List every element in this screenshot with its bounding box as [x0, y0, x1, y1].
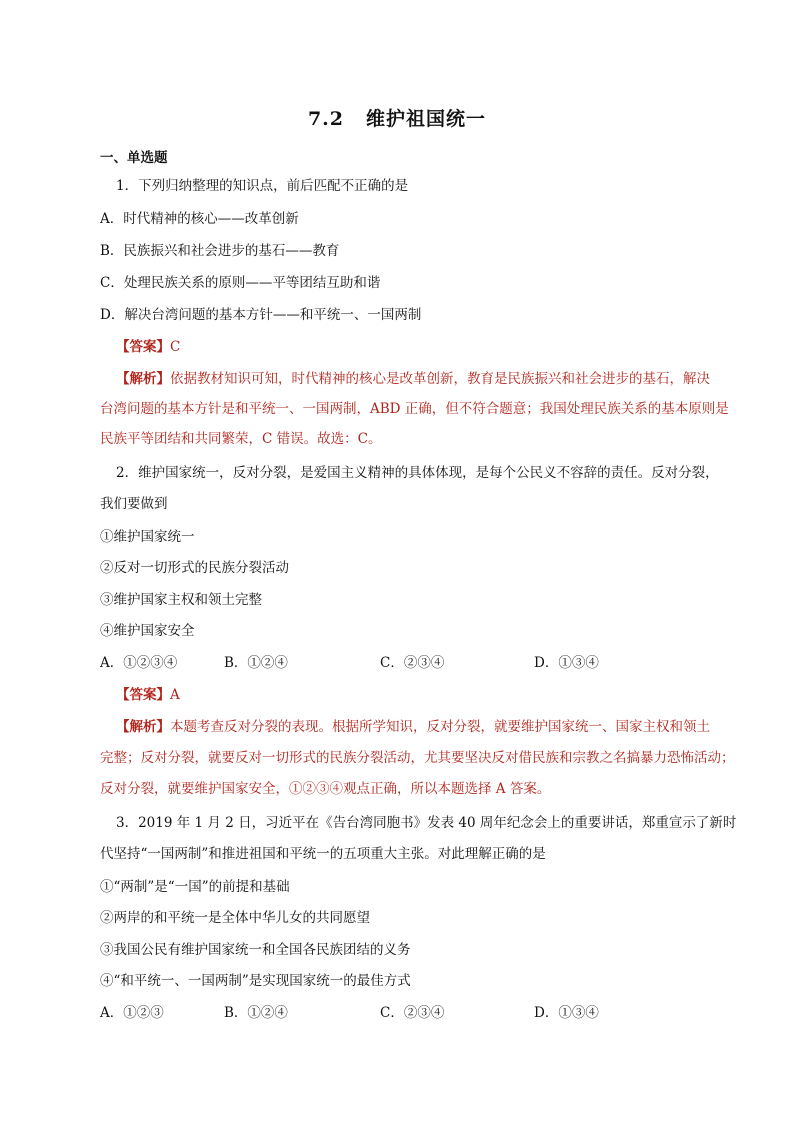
q2-choice-b: B．①②④ [224, 655, 288, 671]
q3-choice-a: A．①②③ [100, 1005, 164, 1021]
page-title [0, 104, 794, 131]
q2-item-4: ④维护国家安全 [100, 623, 195, 639]
q3-item-2: ②两岸的和平统一是全体中华儿女的共同愿望 [100, 910, 370, 926]
q1-option-c: C．处理民族关系的原则——平等团结互助和谐 [100, 275, 381, 291]
q2-choice-a: A．①②③④ [100, 655, 178, 671]
q1-analysis-line-3: 民族平等团结和共同繁荣，C 错误。故选：C。 [100, 431, 382, 447]
q1-stem: 1．下列归纳整理的知识点，前后匹配不正确的是 [116, 178, 409, 194]
q2-item-3: ③维护国家主权和领土完整 [100, 592, 262, 608]
q2-analysis-line-3: 反对分裂，就要维护国家安全，①②③④观点正确，所以本题选择 A 答案。 [100, 781, 551, 797]
answer-value: A [170, 687, 180, 703]
q2-item-1: ①维护国家统一 [100, 529, 195, 545]
analysis-text: 依据教材知识可知，时代精神的核心是改革创新，教育是民族振兴和社会进步的基石，解决 [170, 371, 710, 387]
q2-item-2: ②反对一切形式的民族分裂活动 [100, 560, 289, 576]
q1-option-d: D．解决台湾问题的基本方针——和平统一、一国两制 [100, 307, 422, 323]
q1-option-b: B．民族振兴和社会进步的基石——教育 [100, 243, 340, 259]
q3-choice-d: D．①③④ [534, 1005, 599, 1021]
q2-stem-line-1: 2．维护国家统一，反对分裂，是爱国主义精神的具体体现，是每个公民义不容辞的责任。反对分裂， [116, 465, 719, 481]
q1-analysis-line-2: 台湾问题的基本方针是和平统一、一国两制，ABD 正确，但不符合题意；我国处理民族关系的基本原则是 [100, 401, 729, 417]
title-number: 7.2 [307, 108, 345, 130]
section-heading: 一、单选题 [100, 150, 168, 166]
q2-stem-line-2: 我们要做到 [100, 496, 168, 512]
q2-analysis-line-1 [116, 718, 710, 736]
q2-choice-d: D．①③④ [534, 655, 599, 671]
analysis-label: 【解析】 [116, 719, 170, 735]
answer-label: 【答案】 [116, 687, 170, 703]
q2-choice-c: C．②③④ [380, 655, 445, 671]
analysis-label: 【解析】 [116, 371, 170, 387]
q3-choice-c: C．②③④ [380, 1005, 445, 1021]
q3-item-4: ④“和平统一、一国两制”是实现国家统一的最佳方式 [100, 973, 411, 989]
q1-analysis-line-1 [116, 370, 710, 388]
q1-answer [116, 338, 180, 356]
answer-label: 【答案】 [116, 339, 170, 355]
title-text: 维护祖国统一 [366, 108, 487, 130]
analysis-text: 本题考查反对分裂的表现。根据所学知识，反对分裂，就要维护国家统一、国家主权和领土 [170, 719, 710, 735]
q2-answer [116, 686, 180, 704]
q1-option-a: A．时代精神的核心——改革创新 [100, 211, 299, 227]
q3-stem-line-1: 3．2019 年 1 月 2 日，习近平在《告台湾同胞书》发表 40 周年纪念会上的重要讲话，郑重宣示了新时 [116, 815, 737, 831]
q3-choice-b: B．①②④ [224, 1005, 288, 1021]
answer-value: C [170, 339, 181, 355]
q2-analysis-line-2: 完整；反对分裂，就要反对一切形式的民族分裂活动，尤其要坚决反对借民族和宗教之名搞暴力恐怖活动； [100, 750, 735, 766]
q3-item-3: ③我国公民有维护国家统一和全国各民族团结的义务 [100, 942, 411, 958]
q3-stem-line-2: 代坚持“一国两制”和推进祖国和平统一的五项重大主张。对此理解正确的是 [100, 846, 546, 862]
q3-item-1: ①“两制”是“一国”的前提和基础 [100, 879, 290, 895]
